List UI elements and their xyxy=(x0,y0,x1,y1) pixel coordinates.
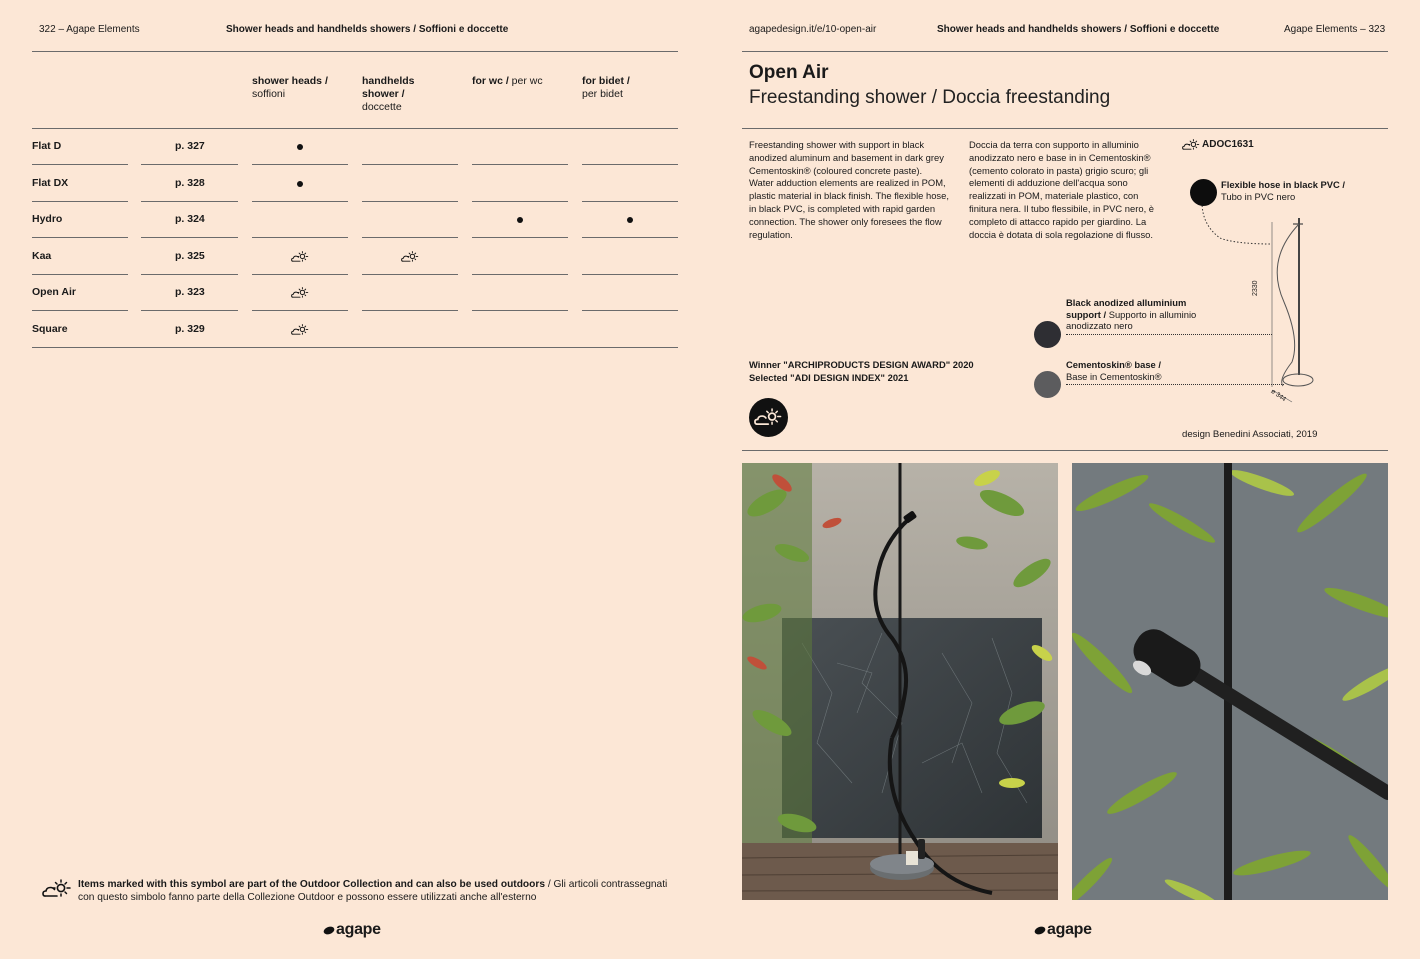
page-number-left: 322 – Agape Elements xyxy=(39,24,140,35)
header-divider-right xyxy=(742,51,1388,52)
row-divider xyxy=(582,237,678,238)
page-reference: p. 323 xyxy=(175,286,205,298)
page-reference: p. 328 xyxy=(175,176,205,189)
row-divider xyxy=(362,310,458,311)
leader-line-base xyxy=(1066,384,1284,385)
product-name: Hydro xyxy=(32,213,63,225)
row-divider xyxy=(32,310,128,311)
row-divider xyxy=(141,310,238,311)
outdoor-badge xyxy=(749,398,788,437)
product-photo-full xyxy=(742,463,1058,900)
table-bottom-divider xyxy=(32,347,678,348)
row-divider xyxy=(141,274,238,275)
material-swatch-base xyxy=(1034,371,1061,398)
design-credit: design Benedini Associati, 2019 xyxy=(1182,429,1318,440)
page-reference: p. 327 xyxy=(175,140,205,152)
row-divider xyxy=(362,201,458,202)
row-divider xyxy=(252,310,348,311)
dimension-height: 2330 xyxy=(1252,280,1259,296)
row-divider xyxy=(32,274,128,275)
availability-dot xyxy=(627,217,633,223)
row-divider xyxy=(362,274,458,275)
outdoor-icon xyxy=(1182,139,1200,151)
material-label-support: Black anodized alluminium support / Supporto in alluminio anodizzato nero xyxy=(1066,297,1197,331)
row-divider xyxy=(362,237,458,238)
dimension-base: ø 344 xyxy=(1269,387,1288,404)
row-divider xyxy=(141,237,238,238)
row-divider xyxy=(582,164,678,165)
row-divider xyxy=(472,201,568,202)
leaf-icon xyxy=(1034,926,1046,935)
row-divider xyxy=(472,164,568,165)
product-name: Square xyxy=(32,322,68,335)
row-divider xyxy=(582,310,678,311)
material-swatch-hose xyxy=(1190,179,1217,206)
description-english: Freestanding shower with support in black anodized aluminum and basement in dark grey Cementoskin® (coloured concrete paste). Water adduction elements are realized in POM, plastic material in black finish. The flexible hose, in black PVC, is completed with rapid garden connection. The shower only foresees the flow regulation. xyxy=(749,139,949,240)
awards: Winner "ARCHIPRODUCTS DESIGN AWARD" 2020 Selected "ADI DESIGN INDEX" 2021 xyxy=(749,359,974,383)
product-name: Flat D xyxy=(32,140,62,152)
row-divider xyxy=(582,274,678,275)
col-header-bidet: for bidet / per bidet xyxy=(582,75,630,100)
title-divider xyxy=(742,128,1388,129)
row-divider xyxy=(252,237,348,238)
page-reference: p. 329 xyxy=(175,322,205,335)
outdoor-footnote: Items marked with this symbol are part of the Outdoor Collection and can also be used outdoors / Gli articoli contrassegnati con questo simbolo fanno parte della Collezione Outdoor e possono essere utilizzati anche all'esterno xyxy=(78,879,668,903)
row-divider xyxy=(252,201,348,202)
availability-dot xyxy=(517,217,523,223)
section-title-left: Shower heads and handhelds showers / Soffioni e doccette xyxy=(226,24,509,35)
outdoor-icon xyxy=(401,251,419,263)
url-header: agapedesign.it/e/10-open-air xyxy=(749,24,877,35)
outdoor-icon xyxy=(291,324,309,336)
row-divider xyxy=(252,274,348,275)
col-header-handhelds: handhelds shower / doccette xyxy=(362,75,415,113)
row-divider xyxy=(582,201,678,202)
product-title: Open Air xyxy=(749,62,829,83)
product-code: ADOC1631 xyxy=(1202,139,1254,150)
page-number-right: Agape Elements – 323 xyxy=(1284,24,1386,35)
outdoor-icon xyxy=(42,879,72,899)
row-divider xyxy=(32,237,128,238)
section-title-right: Shower heads and handhelds showers / Soffioni e doccette xyxy=(937,24,1220,35)
agape-logo-left: agape xyxy=(323,921,381,939)
row-divider xyxy=(362,164,458,165)
product-photo-detail xyxy=(1072,463,1388,900)
product-name: Open Air xyxy=(32,286,76,298)
col-header-shower-heads: shower heads / soffioni xyxy=(252,75,328,100)
availability-dot xyxy=(297,181,303,187)
material-label-base: Cementoskin® base / Base in Cementoskin® xyxy=(1066,359,1162,382)
row-divider xyxy=(141,164,238,165)
outdoor-icon xyxy=(291,287,309,299)
availability-dot xyxy=(297,144,303,150)
row-divider xyxy=(472,274,568,275)
agape-logo-right: agape xyxy=(1034,921,1092,939)
table-header-divider xyxy=(32,128,678,129)
outdoor-badge-icon xyxy=(749,398,788,437)
photo-divider xyxy=(742,450,1388,451)
description-italian: Doccia da terra con supporto in alluminio anodizzato nero e base in in Cementoskin® (cemento colorato in pasta) grigio scuro; gli elementi di adduzione dell'acqua sono realizzati in POM, materiale plastico, con finitura nera. Il tubo flessibile, in PVC nero, è completo di attacco rapido per giardino. La doccia è dotata di sola regolazione di flusso. xyxy=(969,139,1154,240)
leaf-icon xyxy=(323,926,335,935)
row-divider xyxy=(472,237,568,238)
row-divider xyxy=(32,164,128,165)
leader-line-support xyxy=(1066,334,1272,335)
page-reference: p. 325 xyxy=(175,249,205,262)
product-name: Flat DX xyxy=(32,176,69,189)
header-divider-left xyxy=(32,51,678,52)
material-swatch-support xyxy=(1034,321,1061,348)
material-label-hose: Flexible hose in black PVC / Tubo in PVC nero xyxy=(1221,179,1345,202)
row-divider xyxy=(252,164,348,165)
row-divider xyxy=(32,201,128,202)
row-divider xyxy=(472,310,568,311)
outdoor-icon xyxy=(291,251,309,263)
page-reference: p. 324 xyxy=(175,213,205,225)
product-name: Kaa xyxy=(32,249,52,262)
col-header-wc: for wc / per wc xyxy=(472,75,543,87)
product-subtitle: Freestanding shower / Doccia freestanding xyxy=(749,87,1111,108)
row-divider xyxy=(141,201,238,202)
